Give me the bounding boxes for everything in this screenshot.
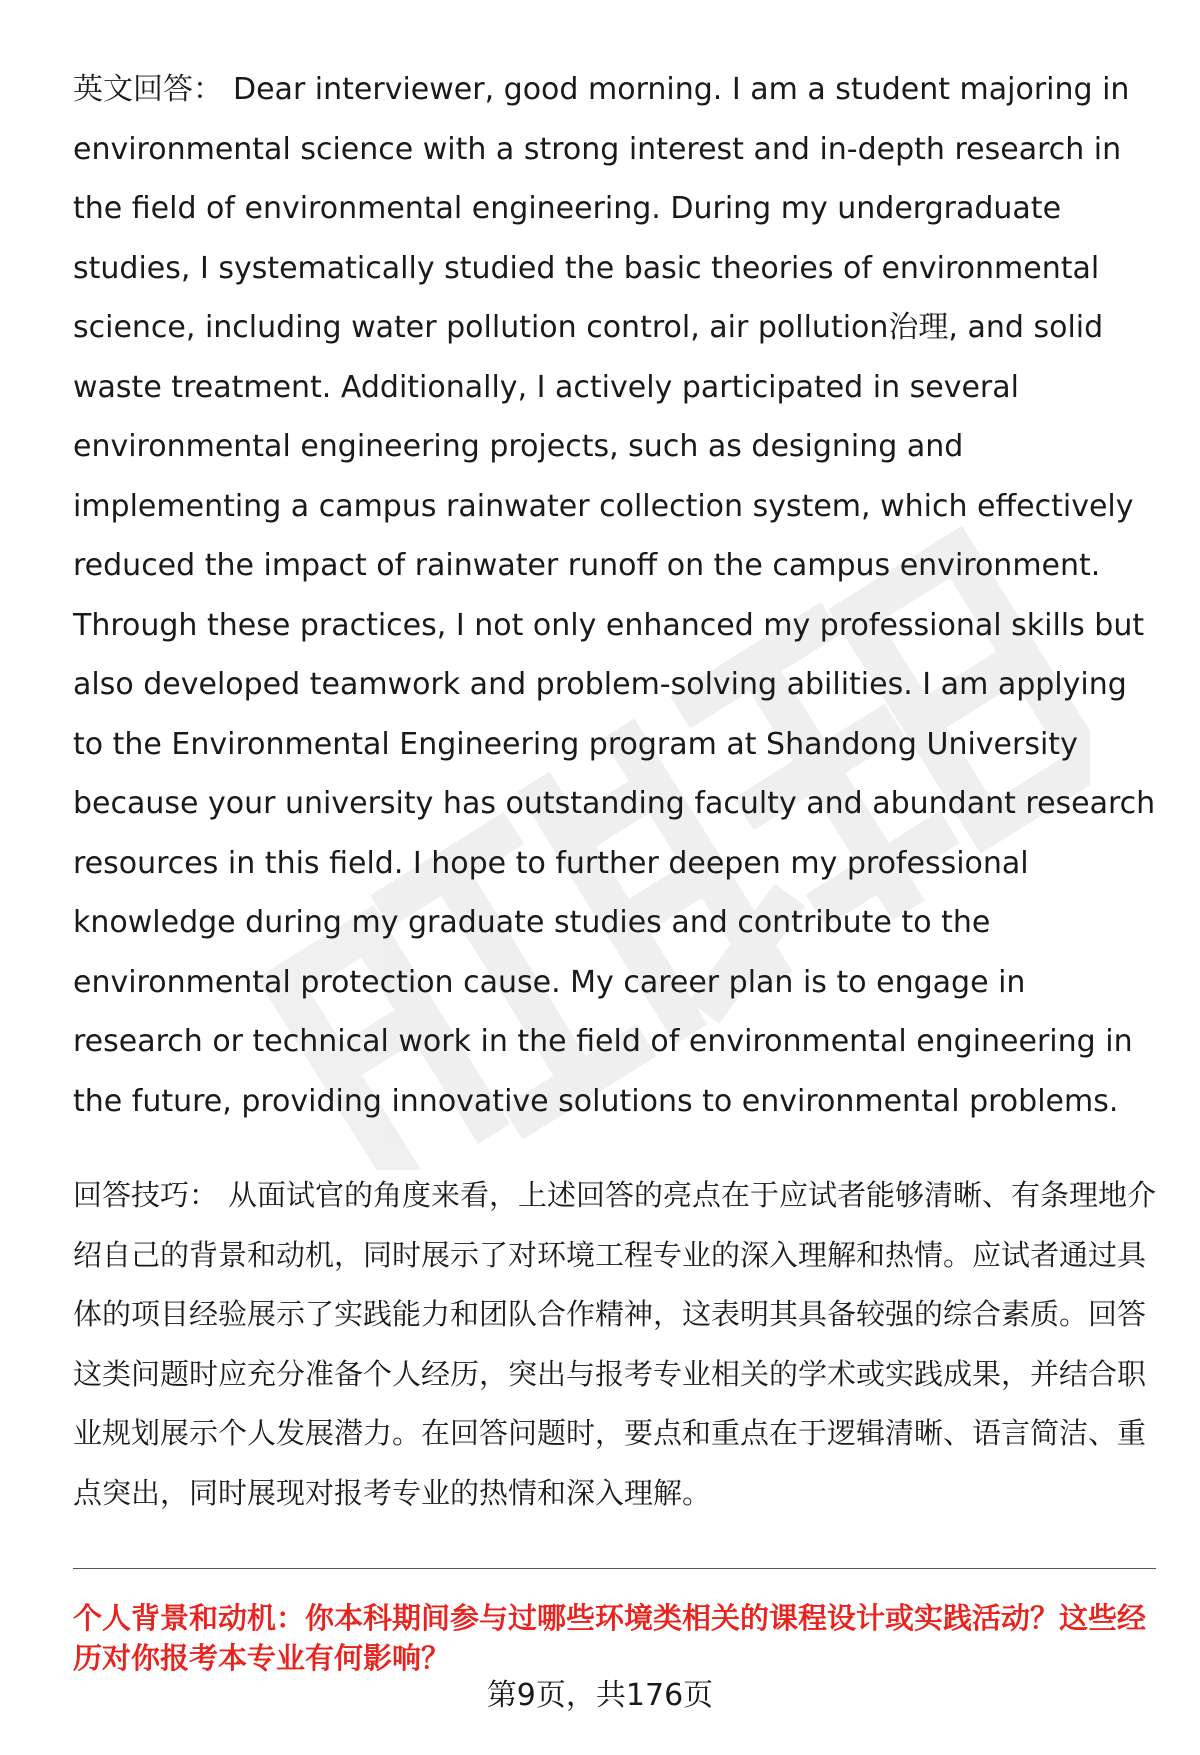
answer-label: 英文回答： — [73, 72, 223, 107]
tips-paragraph — [73, 1166, 1163, 1523]
tips-label: 回答技巧： — [73, 1178, 219, 1212]
tips-text: 从面试官的角度来看，上述回答的亮点在于应试者能够清晰、有条理地介绍自己的背景和动机，同时展示了对环境工程专业的深入理解和热情。应试者通过具体的项目经验展示了实践能力和团队合作精神，这表明其具备较强的综合素质。回答这类问题时应充分准备个人经历，突出与报考专业相关的学术或实践成果，并结合职业规划展示个人发展潜力。在回答问题时，要点和重点在于逻辑清晰、语言简洁、重点突出，同时展现对报考专业的热情和深入理解。 — [73, 1178, 1157, 1510]
page-number: 第9页，共176页 — [486, 1678, 714, 1713]
answer-text: Dear interviewer, good morning. I am a student majoring in environmental science with a strong interest and in-depth research in the field of environmental engineering. During my undergraduate studies, I systematically studied the basic theories of environmental science, including water pollution control, air pollution治理, and solid waste treatment. Additionally, I actively participated in several environmental engineering projects, such as designing and implementing a campus rainwater collection system, which effectively reduced the impact of rainwater runoff on the campus environment. Through these practices, I not only enhanced my professional skills but also developed teamwork and problem-solving abilities. I am applying to the Environmental Engineering program at Shandong University because your university has outstanding faculty and abundant research resources in this field. I hope to further deepen my professional knowledge during my graduate studies and contribute to the environmental protection cause. My career plan is to engage in research or technical work in the field of environmental engineering in the future, providing innovative solutions to environmental problems. — [73, 72, 1156, 1119]
section-divider — [73, 1568, 1156, 1569]
answer-paragraph — [73, 60, 1163, 1131]
next-question-heading: 个人背景和动机：你本科期间参与过哪些环境类相关的课程设计或实践活动？这些经历对你报考本专业有何影响？ — [73, 1601, 1147, 1675]
